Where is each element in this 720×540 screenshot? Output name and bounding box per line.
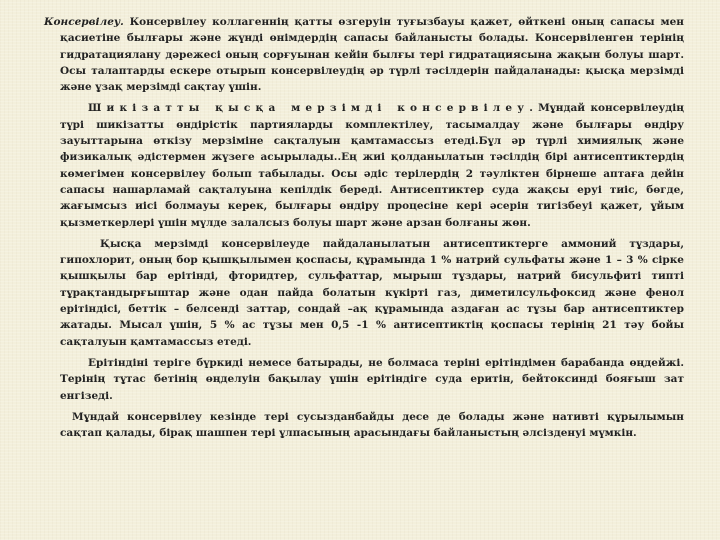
term-preservation: Консервілеу. (44, 16, 124, 28)
paragraph-text: Мұндай консервілеудің түрі шикізатты өндірістік партияларды комплектілеу, тасымалдау және былғары өндіру зауыттарына өткізу мерзіміне сақталуын қамтамассыз етеді.Бұл әр түрлі химиялық және физикалық әдістермен жүзеге асырылады..Ең жиі қолданылатын тәсілдің бірі антисептиктердің көмегімен консервілеу болып табылады. Осы әдіс терілердің 2 тәуліктен бірнеше аптаға дейін сапасы нашарламай сақталуына кепілдік береді. Антисептиктер суда жақсы еруі тиіс, бөгде, жағымсыз иісі болмауы керек, былғары өндіру процесіне кері әсерін тигізбеуі қажет, ұйым қызметкерлері үшін мүлде залалсыз болуы шарт және арзан болғаны жөн. (60, 102, 684, 229)
section-heading-short-term: Шикізатты қысқа мерзімді консервілеу. (88, 102, 539, 115)
paragraph-text: Мұндай консервілеу кезінде тері сусызданбайды десе де болады және нативті құрылымын сақтап қалады, бірақ шашпен тері ұлпасының арасындағы байланыстың әлсізденуі мүмкін. (60, 410, 684, 440)
paragraph-antiseptics (60, 236, 684, 350)
paragraph-solution-application (60, 355, 684, 404)
paragraph-text: Ерітіндіні теріге бүркиді немесе батырады, не болмаса теріні ерітіндімен барабанда өңдейжі. Терінің тұтас бетінің өңделуін бақылау үшін ерітіндіге суда еритін, бейтоксинді бояғыш зат енгізеді. (60, 356, 684, 402)
paragraph-structure-note (60, 409, 684, 442)
paragraph-text: Қысқа мерзімді консервілеуде пайдаланылатын антисептиктерге аммоний тұздары, гипохлорит, оның бор қышқылымен қоспасы, құрамында 1 % натрий сульфаты және 1 – 3 % сірке қышқылы бар ерітінді, фторидтер, сульфаттар, мырыш тұздары, натрий бисульфиті типті тұрақтандырғыштар және одан пайда болатын күкірті газ, диметилсульфоксид және фенол ерітіндісі, беттік – белсенді заттар, сондай –ақ құрамында аздаған ас тұзы бар антисептиктер жатады. Мысал үшін, 5 % ас тұзы мен 0,5 -1 % антисептиктің қоспасы терінің 21 тәу бойы сақталуын қамтамассыз етеді. (60, 237, 684, 348)
paragraph-text: Консервілеу коллагеннің қатты өзгеруін туғызбауы қажет, өйткені оның сапасы мен қасиетіне былғары және жүнді өнімдердің сапасы байланысты болады. Консервіленген терінің гидратациялану дәрежесі оның сорғуынан кейін былғы тері гидратациясына жақын болуы шарт. Осы талаптарды ескере отырып консервілеудің әр түрлі тәсілдерін пайдаланады: қысқа мерзімді және ұзақ мерзімді сақтау үшін. (60, 16, 684, 94)
paragraph-short-term-preservation (60, 100, 684, 230)
paragraph-preservation-intro (44, 14, 684, 95)
